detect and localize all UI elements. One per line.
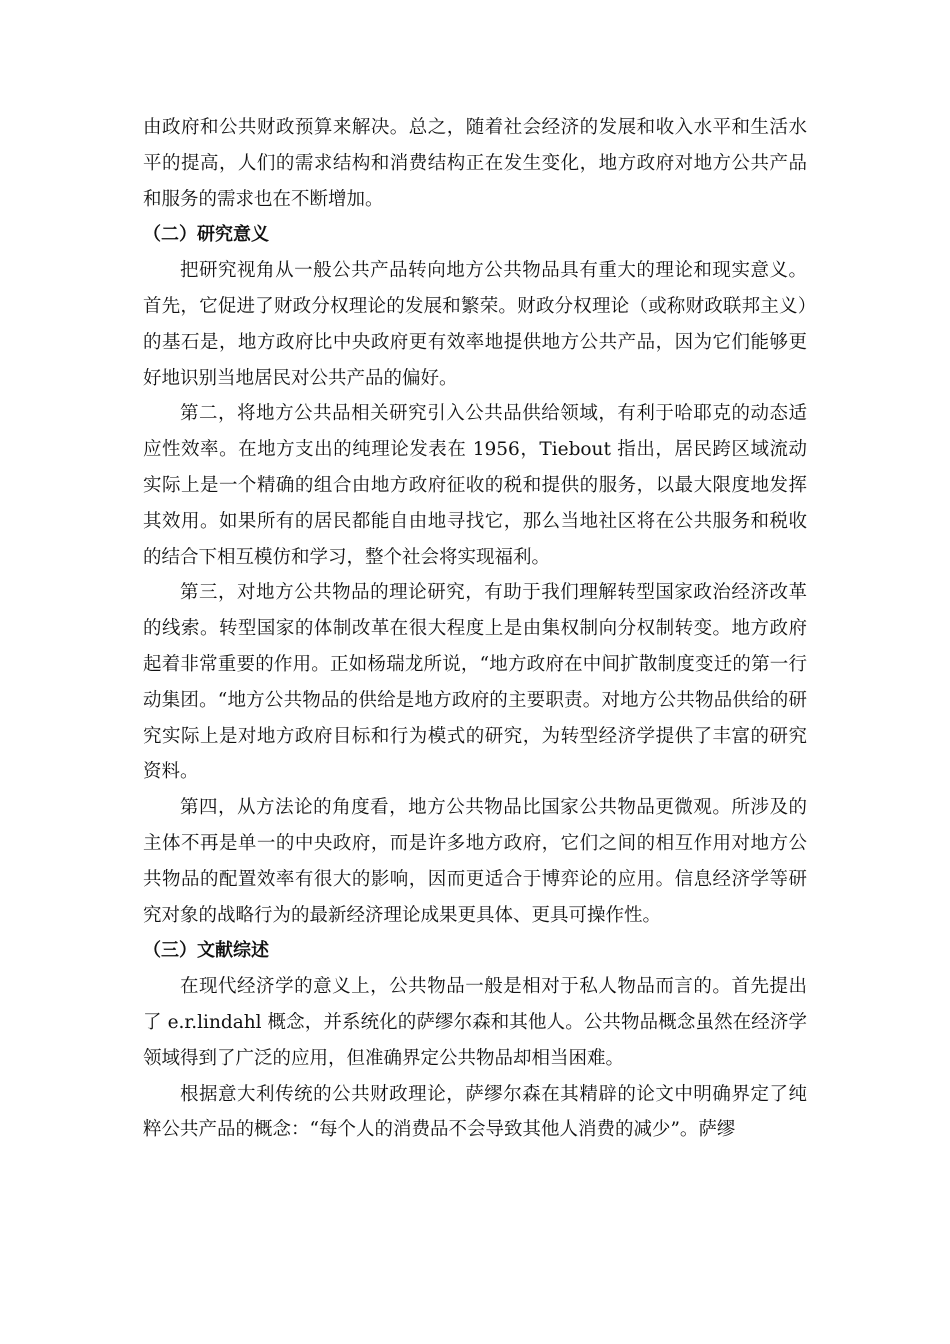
section-heading-literature-review: （三）文献综述 <box>143 940 269 962</box>
body-paragraph: 由政府和公共财政预算来解决。总之，随着社会经济的发展和收入水平和生活水平的提高，人们的需求结构和消费结构正在发生变化，地方政府对地方公共产品和服务的需求也在不断增加。 <box>143 117 807 210</box>
body-paragraph: 把研究视角从一般公共产品转向地方公共物品具有重大的理论和现实意义。首先，它促进了财政分权理论的发展和繁荣。财政分权理论（或称财政联邦主义）的基石是，地方政府比中央政府更有效率地提供地方公共产品，因为它们能够更好地识别当地居民对公共产品的偏好。 <box>143 260 807 389</box>
body-paragraph: 在现代经济学的意义上，公共物品一般是相对于私人物品而言的。首先提出了 e.r.lindahl 概念，并系统化的萨缪尔森和其他人。公共物品概念虽然在经济学领域得到了广泛的应用，但准确界定公共物品却相当困难。 <box>143 976 807 1069</box>
document-body <box>143 110 807 1148</box>
body-paragraph: 第四，从方法论的角度看，地方公共物品比国家公共物品更微观。所涉及的主体不再是单一的中央政府，而是许多地方政府，它们之间的相互作用对地方公共物品的配置效率有很大的影响，因而更适合于博弈论的应用。信息经济学等研究对象的战略行为的最新经济理论成果更具体、更具可操作性。 <box>143 797 807 926</box>
body-paragraph: 第二，将地方公共品相关研究引入公共品供给领域，有利于哈耶克的动态适应性效率。在地方支出的纯理论发表在 1956，Tiebout 指出，居民跨区域流动实际上是一个精确的组合由地方政府征收的税和提供的服务，以最大限度地发挥其效用。如果所有的居民都能自由地寻找它，那么当地社区将在公共服务和税收的结合下相互模仿和学习，整个社会将实现福利。 <box>143 403 807 568</box>
section-heading-research-significance: （二）研究意义 <box>143 224 269 246</box>
body-paragraph: 根据意大利传统的公共财政理论，萨缪尔森在其精辟的论文中明确界定了纯粹公共产品的概念：“每个人的消费品不会导致其他人消费的减少”。萨缪 <box>143 1083 807 1141</box>
body-paragraph: 第三，对地方公共物品的理论研究，有助于我们理解转型国家政治经济改革的线索。转型国家的体制改革在很大程度上是由集权制向分权制转变。地方政府起着非常重要的作用。正如杨瑞龙所说，“地方政府在中间扩散制度变迁的第一行动集团。“地方公共物品的供给是地方政府的主要职责。对地方公共物品供给的研究实际上是对地方政府目标和行为模式的研究，为转型经济学提供了丰富的研究资料。 <box>143 582 807 783</box>
